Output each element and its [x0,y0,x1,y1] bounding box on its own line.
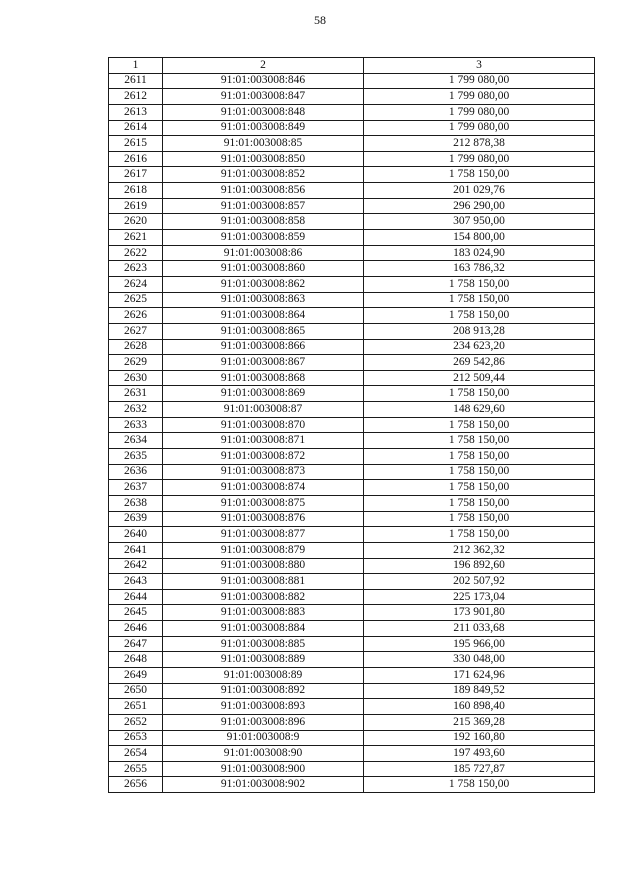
table-row [109,230,595,246]
row-number-cell: 2621 [109,230,163,246]
row-number-cell: 2646 [109,621,163,637]
row-number-cell: 2655 [109,761,163,777]
table-row [109,417,595,433]
cadastral-value-cell: 1 758 150,00 [364,433,595,449]
cadastral-number-cell: 91:01:003008:865 [163,323,364,339]
cadastral-value-cell: 1 758 150,00 [364,527,595,543]
cadastral-number-cell: 91:01:003008:864 [163,308,364,324]
cadastral-value-table [108,57,595,793]
cadastral-number-cell: 91:01:003008:875 [163,495,364,511]
cadastral-value-cell: 225 173,04 [364,589,595,605]
table-row [109,402,595,418]
cadastral-number-cell: 91:01:003008:849 [163,120,364,136]
cadastral-number-cell: 91:01:003008:868 [163,370,364,386]
cadastral-value-cell: 212 362,32 [364,542,595,558]
row-number-cell: 2643 [109,574,163,590]
table-row [109,261,595,277]
row-number-cell: 2629 [109,355,163,371]
row-number-cell: 2633 [109,417,163,433]
table-row [109,433,595,449]
table-row [109,652,595,668]
row-number-cell: 2613 [109,104,163,120]
table-row [109,355,595,371]
cadastral-value-cell: 1 799 080,00 [364,120,595,136]
table-row [109,308,595,324]
table-row [109,104,595,120]
cadastral-value-cell: 1 758 150,00 [364,495,595,511]
table-row [109,480,595,496]
row-number-cell: 2638 [109,495,163,511]
cadastral-value-cell: 1 758 150,00 [364,480,595,496]
cadastral-number-cell: 91:01:003008:889 [163,652,364,668]
cadastral-value-cell: 173 901,80 [364,605,595,621]
cadastral-value-cell: 202 507,92 [364,574,595,590]
cadastral-number-cell: 91:01:003008:90 [163,746,364,762]
table-row [109,542,595,558]
cadastral-number-cell: 91:01:003008:866 [163,339,364,355]
table-row [109,183,595,199]
table-header-row [109,58,595,74]
cadastral-value-cell: 154 800,00 [364,230,595,246]
table-row [109,746,595,762]
table-row [109,761,595,777]
cadastral-value-cell: 1 758 150,00 [364,464,595,480]
cadastral-number-cell: 91:01:003008:885 [163,636,364,652]
cadastral-value-cell: 1 758 150,00 [364,417,595,433]
cadastral-value-cell: 208 913,28 [364,323,595,339]
cadastral-number-cell: 91:01:003008:870 [163,417,364,433]
row-number-cell: 2628 [109,339,163,355]
cadastral-number-cell: 91:01:003008:883 [163,605,364,621]
cadastral-value-cell: 269 542,86 [364,355,595,371]
cadastral-value-cell: 148 629,60 [364,402,595,418]
cadastral-value-cell: 234 623,20 [364,339,595,355]
table-row [109,214,595,230]
row-number-cell: 2650 [109,683,163,699]
cadastral-number-cell: 91:01:003008:869 [163,386,364,402]
cadastral-value-cell: 1 758 150,00 [364,449,595,465]
row-number-cell: 2653 [109,730,163,746]
row-number-cell: 2654 [109,746,163,762]
cadastral-value-cell: 1 758 150,00 [364,308,595,324]
cadastral-value-cell: 195 966,00 [364,636,595,652]
row-number-cell: 2624 [109,276,163,292]
row-number-cell: 2642 [109,558,163,574]
cadastral-number-cell: 91:01:003008:856 [163,183,364,199]
table-row [109,527,595,543]
row-number-cell: 2611 [109,73,163,89]
row-number-cell: 2632 [109,402,163,418]
row-number-cell: 2640 [109,527,163,543]
table-row [109,714,595,730]
table-row [109,89,595,105]
cadastral-value-cell: 307 950,00 [364,214,595,230]
cadastral-number-cell: 91:01:003008:86 [163,245,364,261]
cadastral-value-cell: 212 509,44 [364,370,595,386]
cadastral-value-cell: 1 758 150,00 [364,167,595,183]
cadastral-value-cell: 296 290,00 [364,198,595,214]
cadastral-number-cell: 91:01:003008:876 [163,511,364,527]
cadastral-value-cell: 201 029,76 [364,183,595,199]
cadastral-number-cell: 91:01:003008:896 [163,714,364,730]
cadastral-value-cell: 212 878,38 [364,136,595,152]
cadastral-number-cell: 91:01:003008:872 [163,449,364,465]
table-row [109,511,595,527]
table-row [109,605,595,621]
column-header-1: 1 [109,58,163,74]
row-number-cell: 2656 [109,777,163,793]
row-number-cell: 2651 [109,699,163,715]
cadastral-number-cell: 91:01:003008:848 [163,104,364,120]
cadastral-number-cell: 91:01:003008:89 [163,667,364,683]
table-row [109,621,595,637]
row-number-cell: 2622 [109,245,163,261]
cadastral-value-cell: 1 758 150,00 [364,292,595,308]
cadastral-value-cell: 192 160,80 [364,730,595,746]
cadastral-number-cell: 91:01:003008:893 [163,699,364,715]
table-row [109,574,595,590]
cadastral-value-cell: 183 024,90 [364,245,595,261]
row-number-cell: 2647 [109,636,163,652]
table-row [109,167,595,183]
cadastral-number-cell: 91:01:003008:850 [163,151,364,167]
table-row [109,683,595,699]
table-row [109,589,595,605]
row-number-cell: 2634 [109,433,163,449]
cadastral-number-cell: 91:01:003008:892 [163,683,364,699]
row-number-cell: 2619 [109,198,163,214]
cadastral-value-cell: 1 799 080,00 [364,104,595,120]
cadastral-value-cell: 211 033,68 [364,621,595,637]
table-row [109,636,595,652]
cadastral-number-cell: 91:01:003008:900 [163,761,364,777]
row-number-cell: 2637 [109,480,163,496]
row-number-cell: 2614 [109,120,163,136]
cadastral-value-cell: 1 758 150,00 [364,511,595,527]
table-row [109,323,595,339]
table-row [109,276,595,292]
cadastral-number-cell: 91:01:003008:881 [163,574,364,590]
cadastral-value-cell: 1 758 150,00 [364,276,595,292]
cadastral-value-cell: 171 624,96 [364,667,595,683]
cadastral-number-cell: 91:01:003008:884 [163,621,364,637]
cadastral-value-cell: 189 849,52 [364,683,595,699]
cadastral-number-cell: 91:01:003008:852 [163,167,364,183]
cadastral-value-cell: 185 727,87 [364,761,595,777]
cadastral-number-cell: 91:01:003008:877 [163,527,364,543]
row-number-cell: 2635 [109,449,163,465]
cadastral-number-cell: 91:01:003008:880 [163,558,364,574]
column-header-2: 2 [163,58,364,74]
cadastral-number-cell: 91:01:003008:860 [163,261,364,277]
row-number-cell: 2615 [109,136,163,152]
cadastral-value-cell: 1 799 080,00 [364,151,595,167]
table-row [109,495,595,511]
table-row [109,777,595,793]
table-row [109,386,595,402]
row-number-cell: 2641 [109,542,163,558]
table-body [109,58,595,793]
column-header-3: 3 [364,58,595,74]
row-number-cell: 2636 [109,464,163,480]
row-number-cell: 2625 [109,292,163,308]
cadastral-number-cell: 91:01:003008:871 [163,433,364,449]
row-number-cell: 2612 [109,89,163,105]
table-row [109,136,595,152]
cadastral-value-cell: 197 493,60 [364,746,595,762]
cadastral-number-cell: 91:01:003008:862 [163,276,364,292]
table-row [109,151,595,167]
cadastral-number-cell: 91:01:003008:902 [163,777,364,793]
cadastral-value-cell: 1 799 080,00 [364,89,595,105]
row-number-cell: 2620 [109,214,163,230]
cadastral-number-cell: 91:01:003008:867 [163,355,364,371]
row-number-cell: 2645 [109,605,163,621]
table-row [109,292,595,308]
page-number: 58 [314,13,326,27]
cadastral-value-cell: 160 898,40 [364,699,595,715]
table-row [109,370,595,386]
table-row [109,558,595,574]
cadastral-number-cell: 91:01:003008:85 [163,136,364,152]
row-number-cell: 2649 [109,667,163,683]
table-row [109,245,595,261]
cadastral-number-cell: 91:01:003008:87 [163,402,364,418]
cadastral-number-cell: 91:01:003008:874 [163,480,364,496]
table-row [109,464,595,480]
cadastral-value-cell: 330 048,00 [364,652,595,668]
cadastral-value-cell: 163 786,32 [364,261,595,277]
cadastral-number-cell: 91:01:003008:9 [163,730,364,746]
cadastral-number-cell: 91:01:003008:857 [163,198,364,214]
row-number-cell: 2617 [109,167,163,183]
row-number-cell: 2623 [109,261,163,277]
cadastral-number-cell: 91:01:003008:882 [163,589,364,605]
row-number-cell: 2630 [109,370,163,386]
row-number-cell: 2652 [109,714,163,730]
cadastral-number-cell: 91:01:003008:879 [163,542,364,558]
cadastral-number-cell: 91:01:003008:847 [163,89,364,105]
row-number-cell: 2616 [109,151,163,167]
cadastral-number-cell: 91:01:003008:873 [163,464,364,480]
cadastral-value-cell: 196 892,60 [364,558,595,574]
table-row [109,699,595,715]
cadastral-number-cell: 91:01:003008:859 [163,230,364,246]
cadastral-number-cell: 91:01:003008:858 [163,214,364,230]
table-row [109,198,595,214]
cadastral-value-cell: 215 369,28 [364,714,595,730]
row-number-cell: 2627 [109,323,163,339]
table-row [109,339,595,355]
table-row [109,73,595,89]
row-number-cell: 2644 [109,589,163,605]
cadastral-value-cell: 1 799 080,00 [364,73,595,89]
cadastral-number-cell: 91:01:003008:863 [163,292,364,308]
row-number-cell: 2648 [109,652,163,668]
table-row [109,449,595,465]
table-row [109,120,595,136]
cadastral-value-cell: 1 758 150,00 [364,777,595,793]
cadastral-value-cell: 1 758 150,00 [364,386,595,402]
table-row [109,667,595,683]
row-number-cell: 2626 [109,308,163,324]
table-row [109,730,595,746]
row-number-cell: 2639 [109,511,163,527]
cadastral-number-cell: 91:01:003008:846 [163,73,364,89]
row-number-cell: 2631 [109,386,163,402]
row-number-cell: 2618 [109,183,163,199]
